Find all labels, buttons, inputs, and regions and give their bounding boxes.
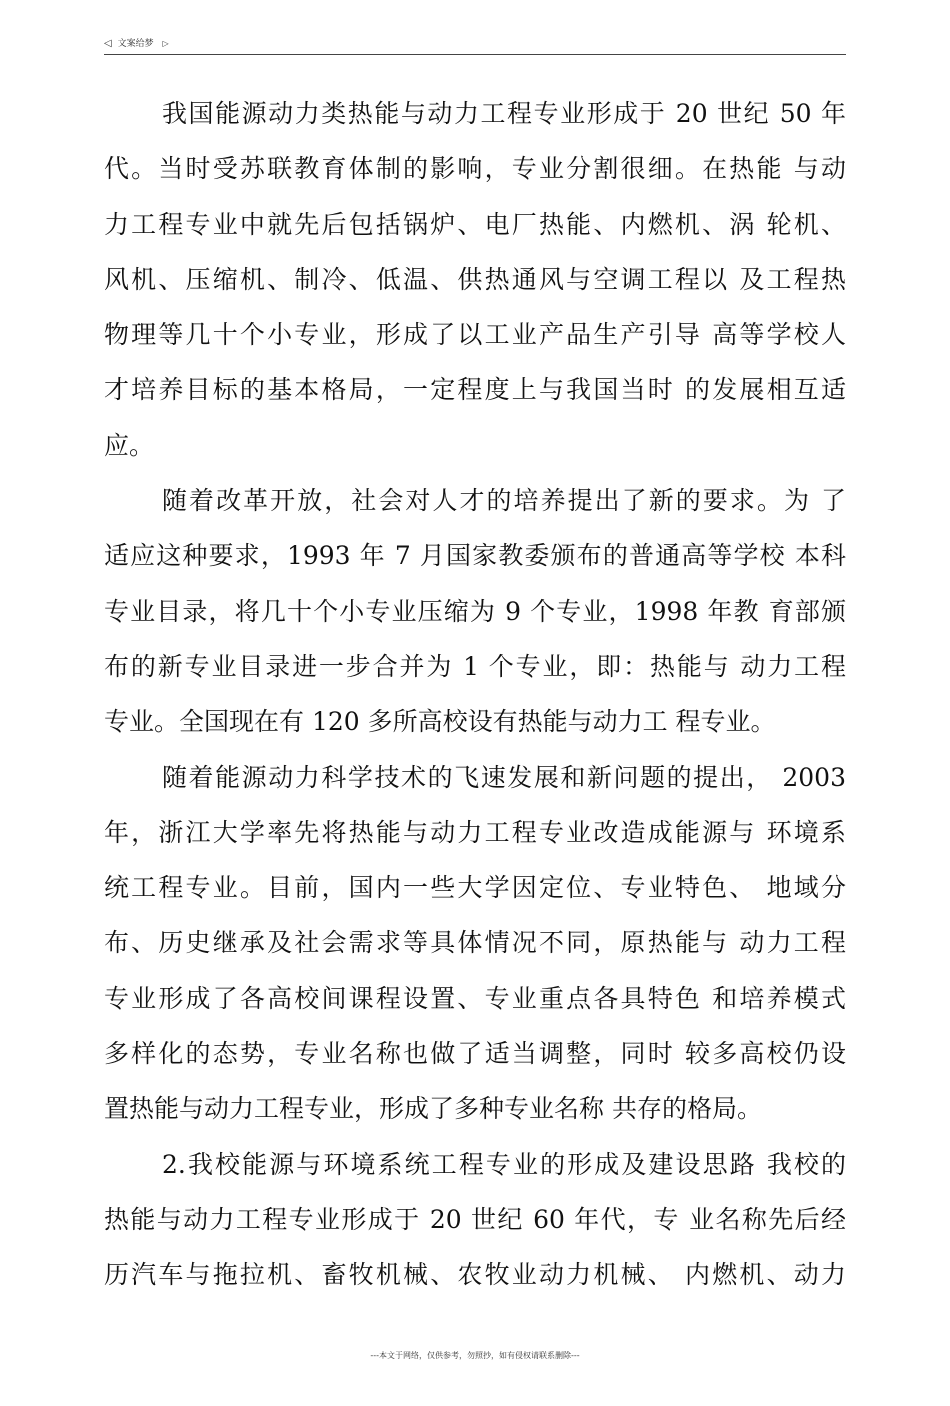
text-line: 随着改革开放，社会对人才的培养提出了新的要求。为 了 [162, 486, 846, 516]
text-line: 力工程专业中就先后包括锅炉、电厂热能、内燃机、涡 轮机、 [104, 209, 846, 239]
header-label: 文案给梦 [117, 39, 154, 49]
text-line: 历汽车与拖拉机、畜牧机械、农牧业动力机械、 内燃机、动力 [104, 1260, 846, 1290]
page-header [104, 36, 846, 55]
text-line: 物理等几十个小专业，形成了以工业产品生产引导 高等学校人 [104, 320, 846, 350]
text-line: 布的新专业目录进一步合并为 1 个专业，即：热能与 动力工程 [104, 651, 846, 681]
text-line: 才培养目标的基本格局，一定程度上与我国当时 的发展相互适 [104, 375, 846, 405]
text-line: 随着能源动力科学技术的飞速发展和新问题的提出， 2003 [162, 762, 846, 792]
text-line: 我国能源动力类热能与动力工程专业形成于 20 世纪 50 年 [162, 99, 846, 128]
text-line: 专业。全国现在有 120 多所高校设有热能与动力工 程专业。 [104, 707, 776, 737]
document-body [104, 86, 846, 1303]
right-triangle-icon: ▷ [162, 39, 169, 48]
text-line: 置热能与动力工程专业，形成了多种专业名称 共存的格局。 [104, 1094, 762, 1124]
text-line: 适应这种要求，1993 年 7 月国家教委颁布的普通高等学校 本科 [104, 541, 846, 571]
page-footer: ---本文于网络，仅供参考，勿照抄，如有侵权请联系删除--- [370, 1351, 580, 1360]
text-line: 统工程专业。目前，国内一些大学因定位、专业特色、 地域分 [104, 873, 846, 903]
text-line: 热能与动力工程专业形成于 20 世纪 60 年代，专 业名称先后经 [104, 1204, 846, 1234]
text-line: 2.我校能源与环境系统工程专业的形成及建设思路 我校的 [162, 1149, 846, 1179]
text-line: 应。 [104, 430, 155, 460]
text-line: 年，浙江大学率先将热能与动力工程专业改造成能源与 环境系 [104, 817, 846, 847]
text-line: 多样化的态势，专业名称也做了适当调整，同时 较多高校仍设 [104, 1039, 846, 1069]
text-line: 代。当时受苏联教育体制的影响，专业分割很细。在热能 与动 [104, 154, 846, 184]
text-line: 布、历史继承及社会需求等具体情况不同，原热能与 动力工程 [104, 928, 846, 958]
text-line: 专业形成了各高校间课程设置、专业重点各具特色 和培养模式 [104, 983, 846, 1013]
text-line: 专业目录，将几十个小专业压缩为 9 个专业，1998 年教 育部颁 [104, 596, 846, 626]
text-line: 风机、压缩机、制冷、低温、供热通风与空调工程以 及工程热 [104, 264, 846, 294]
left-triangle-icon: ◁ [104, 38, 112, 49]
